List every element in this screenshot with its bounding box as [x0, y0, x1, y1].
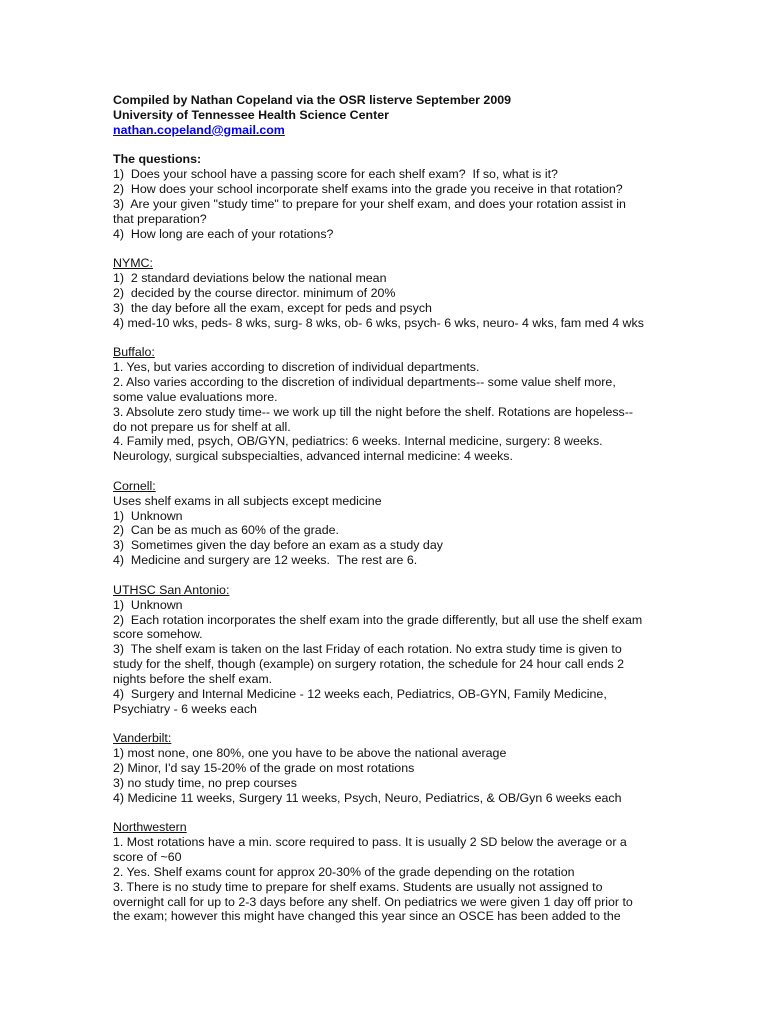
answer-line: the exam; however this might have changed this year since an OSCE has been added to the [113, 909, 621, 924]
answer-line: 3) the day before all the exam, except for peds and psych [113, 300, 432, 315]
school-heading: Buffalo: [113, 345, 155, 360]
answer-line: 2) Minor, I'd say 15-20% of the grade on most rotations [113, 760, 415, 775]
school-heading: Cornell: [113, 478, 156, 493]
spacer [113, 138, 653, 153]
answer-line: 4) med-10 wks, peds- 8 wks, surg- 8 wks, ob- 6 wks, psych- 6 wks, neuro- 4 wks, fam med 4 wks [113, 315, 644, 330]
answer-line: score of ~60 [113, 850, 182, 865]
spacer [113, 464, 653, 479]
answer-line: 1. Yes, but varies according to discretion of individual departments. [113, 360, 480, 375]
answer-line: study for the shelf, though (example) on surgery rotation, the schedule for 24 hour call ends 2 [113, 657, 625, 672]
question-line: 2) How does your school incorporate shelf exams into the grade you receive in that rotation? [113, 182, 623, 197]
answer-line: overnight call for up to 2-3 days before any shelf. On pediatrics we were given 1 day off prior to [113, 894, 633, 909]
answer-line: 3. Absolute zero study time-- we work up till the night before the shelf. Rotations are hopeless-- [113, 404, 633, 419]
answer-line: 1) 2 standard deviations below the national mean [113, 271, 387, 286]
answer-line: Psychiatry - 6 weeks each [113, 701, 257, 716]
school-heading: Vanderbilt: [113, 731, 172, 746]
answer-line: 1. Most rotations have a min. score required to pass. It is usually 2 SD below the average or a [113, 835, 627, 850]
answer-line: 2) decided by the course director. minimum of 20% [113, 285, 396, 300]
questions-section [113, 152, 653, 241]
answer-line: 1) Unknown [113, 508, 183, 523]
question-line: 4) How long are each of your rotations? [113, 226, 334, 241]
school-section-vanderbilt [113, 731, 653, 805]
compiled-by-line: Compiled by Nathan Copeland via the OSR listerve September 2009 [113, 93, 511, 107]
answer-line: 2) Each rotation incorporates the shelf exam into the grade differently, but all use the shelf exam [113, 612, 643, 627]
answer-line: score somehow. [113, 627, 203, 642]
spacer [113, 568, 653, 583]
school-section-buffalo [113, 345, 653, 464]
spacer [113, 241, 653, 256]
answer-line: 2) Can be as much as 60% of the grade. [113, 523, 339, 538]
questions-heading: The questions: [113, 152, 202, 167]
answer-line: 4) Surgery and Internal Medicine - 12 weeks each, Pediatrics, OB-GYN, Family Medicine, [113, 686, 607, 701]
answer-line: 4) Medicine and surgery are 12 weeks. The rest are 6. [113, 553, 418, 568]
answer-line: Uses shelf exams in all subjects except medicine [113, 493, 382, 508]
school-heading: UTHSC San Antonio: [113, 582, 230, 597]
answer-line: 1) Unknown [113, 597, 183, 612]
email-link[interactable]: nathan.copeland@gmail.com [113, 122, 285, 137]
school-section-nymc [113, 256, 653, 330]
answer-line: nights before the shelf exam. [113, 671, 273, 686]
spacer [113, 331, 653, 346]
institution-line: University of Tennessee Health Science Center [113, 107, 389, 122]
answer-line: 3) no study time, no prep courses [113, 775, 297, 790]
answer-line: Neurology, surgical subspecialties, advanced internal medicine: 4 weeks. [113, 449, 513, 464]
question-line: 3) Are your given "study time" to prepare for your shelf exam, and does your rotation assist in [113, 196, 626, 211]
answer-line: 1) most none, one 80%, one you have to be above the national average [113, 746, 507, 761]
school-heading: NYMC: [113, 256, 153, 271]
document-header [113, 93, 653, 138]
answer-line: 2. Also varies according to the discretion of individual departments-- some value shelf more, [113, 375, 616, 390]
question-line: 1) Does your school have a passing score for each shelf exam? If so, what is it? [113, 167, 558, 182]
answer-line: 2. Yes. Shelf exams count for approx 20-30% of the grade depending on the rotation [113, 864, 575, 879]
answer-line: do not prepare us for shelf at all. [113, 419, 291, 434]
school-heading: Northwestern [113, 820, 187, 835]
answer-line: 3. There is no study time to prepare for shelf exams. Students are usually not assigned to [113, 879, 603, 894]
document-page [113, 93, 653, 924]
answer-line: some value evaluations more. [113, 389, 278, 404]
answer-line: 3) Sometimes given the day before an exam as a study day [113, 538, 443, 553]
answer-line: 4) Medicine 11 weeks, Surgery 11 weeks, Psych, Neuro, Pediatrics, & OB/Gyn 6 weeks each [113, 790, 622, 805]
spacer [113, 806, 653, 821]
spacer [113, 716, 653, 731]
school-section-northwestern [113, 820, 653, 924]
school-section-uthsc-san-antonio [113, 583, 653, 717]
school-section-cornell [113, 479, 653, 568]
answer-line: 3) The shelf exam is taken on the last Friday of each rotation. No extra study time is given to [113, 642, 622, 657]
answer-line: 4. Family med, psych, OB/GYN, pediatrics: 6 weeks. Internal medicine, surgery: 8 weeks. [113, 434, 603, 449]
question-line: that preparation? [113, 211, 207, 226]
